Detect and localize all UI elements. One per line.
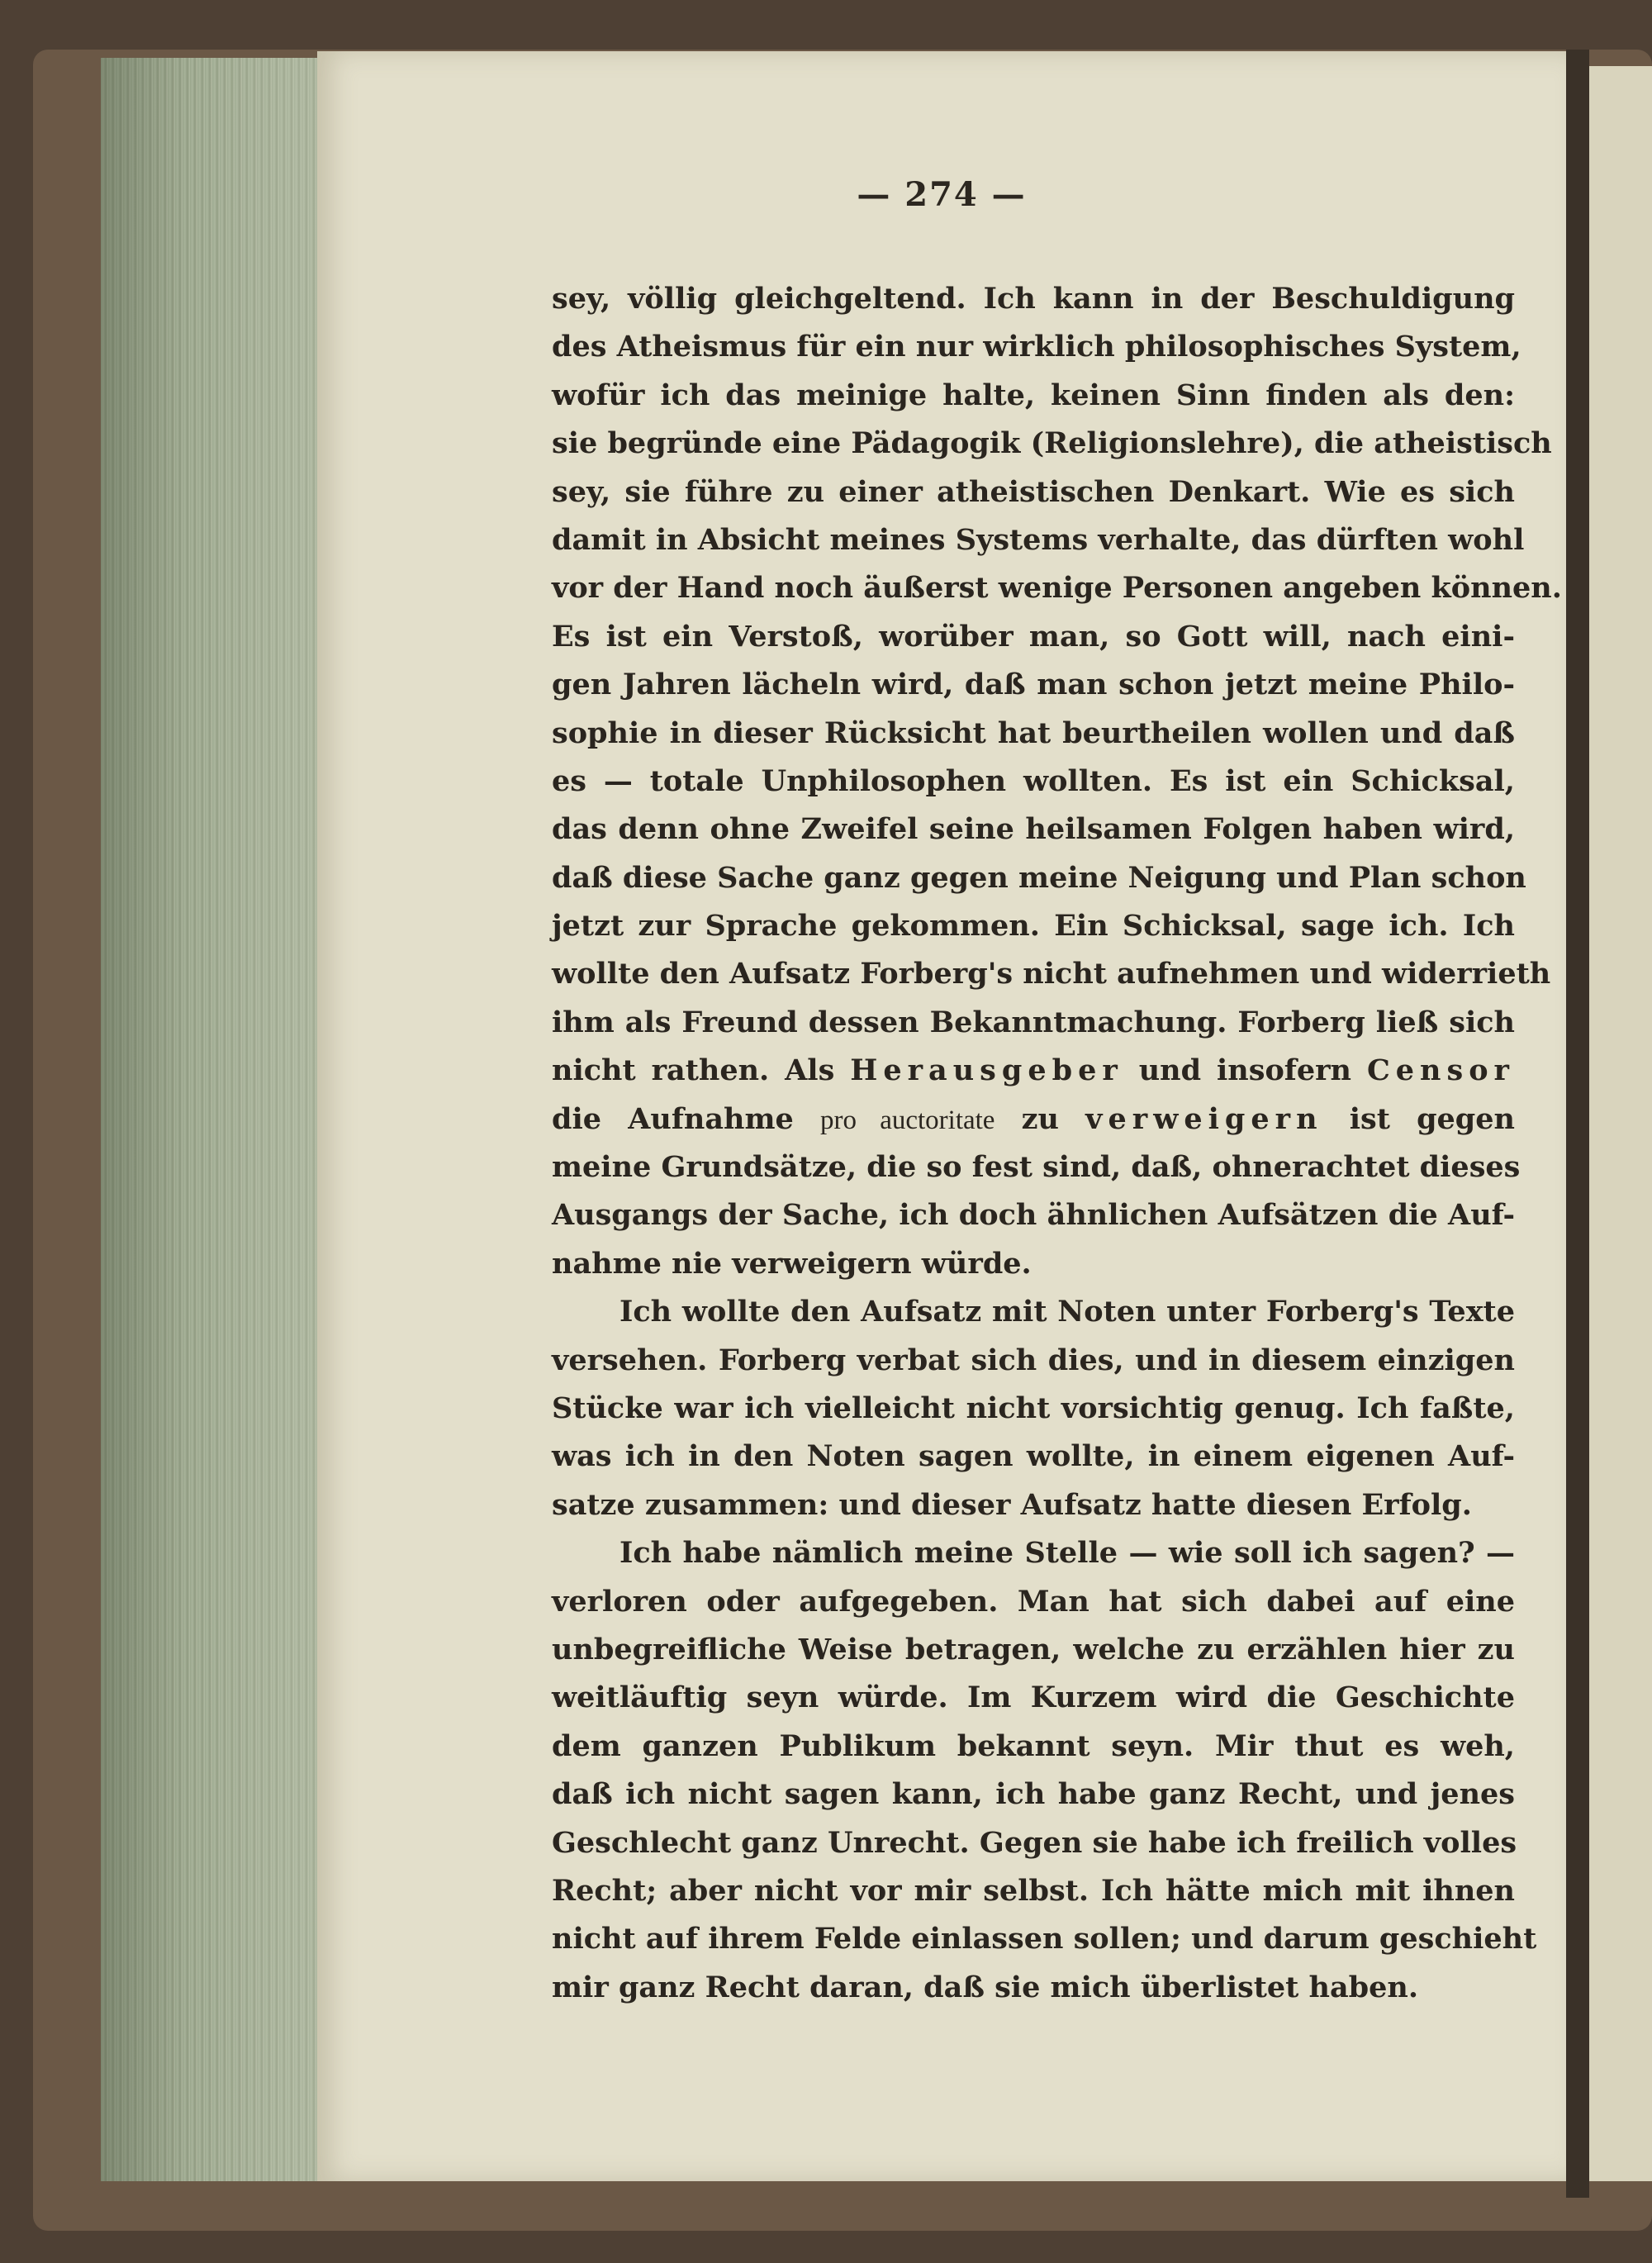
text-line <box>552 1047 1515 1095</box>
text-segment: nicht rathen. Als <box>552 1053 851 1088</box>
text-line <box>552 1143 1521 1191</box>
text-line <box>552 758 1515 806</box>
text-line <box>552 1385 1515 1433</box>
text-segment: unbegreifliche Weise betragen, welche zu erzählen hier zu <box>552 1632 1515 1666</box>
binding-gutter <box>1566 50 1589 2198</box>
text-segment: Herausgeber <box>850 1053 1123 1088</box>
text-line <box>552 1433 1515 1481</box>
text-segment: weitläuftig seyn würde. Im Kurzem wird die Geschichte <box>552 1681 1515 1715</box>
text-line <box>552 516 1525 564</box>
text-segment: gen Jahren lächeln wird, daß man schon jetzt meine Philo- <box>552 668 1515 702</box>
text-segment: jetzt zur Sprache gekommen. Ein Schicksal, sage ich. Ich <box>552 909 1515 944</box>
text-segment: wollte den Aufsatz Forberg's nicht aufnehmen und widerrieth <box>552 957 1551 991</box>
text-segment: ist gegen <box>1322 1101 1515 1136</box>
text-line <box>552 1819 1515 1867</box>
text-segment: mir ganz Recht daran, daß sie mich überlistet haben. <box>552 1970 1419 2004</box>
text-line <box>552 1481 1515 1529</box>
page-block-shading <box>101 58 317 2181</box>
text-line <box>552 1529 1515 1577</box>
text-line <box>552 806 1515 853</box>
text-line <box>552 1964 1515 2012</box>
text-segment: nicht auf ihrem Felde einlassen sollen; und darum geschieht <box>552 1922 1537 1956</box>
text-segment: Stücke war ich vielleicht nicht vorsichtig genug. Ich faßte, <box>552 1391 1515 1425</box>
text-line <box>552 1674 1515 1722</box>
text-segment: das denn ohne Zweifel seine heilsamen Folgen haben wird, <box>552 812 1515 847</box>
text-segment: Es ist ein Verstoß, worüber man, so Gott will, nach eini- <box>552 619 1515 654</box>
page-body-text <box>552 275 1562 2012</box>
text-segment: pro auctoritate <box>819 1105 995 1135</box>
text-line <box>552 1771 1515 1818</box>
text-segment: Geschlecht ganz Unrecht. Gegen sie habe ich freilich volles <box>552 1825 1517 1860</box>
text-line <box>552 854 1526 902</box>
text-segment: es — totale Unphilosophen wollten. Es ist ein Schicksal, <box>552 763 1515 798</box>
text-segment: sey, sie führe zu einer atheistischen Denkart. Wie es sich <box>552 474 1515 509</box>
text-line <box>552 1191 1515 1239</box>
text-segment: Ich wollte den Aufsatz mit Noten unter Forberg's Texte <box>620 1295 1515 1329</box>
text-segment: daß ich nicht sagen kann, ich habe ganz Recht, und jenes <box>552 1777 1515 1812</box>
text-segment: meine Grundsätze, die so fest sind, daß, ohnerachtet dieses <box>552 1150 1521 1185</box>
text-segment: vor der Hand noch äußerst wenige Personen angeben können. <box>552 571 1562 606</box>
text-line <box>552 999 1515 1047</box>
text-segment: wofür ich das meinige halte, keinen Sinn finden als den: <box>552 378 1515 412</box>
text-line <box>552 1867 1515 1915</box>
text-line <box>552 564 1562 612</box>
text-line <box>552 1578 1515 1626</box>
text-segment: sophie in dieser Rücksicht hat beurtheilen wollen und daß <box>552 716 1515 750</box>
text-line <box>552 468 1515 516</box>
text-line <box>552 420 1552 468</box>
text-line <box>552 1723 1515 1771</box>
text-line <box>552 661 1515 709</box>
text-segment: die Aufnahme <box>552 1101 820 1136</box>
text-segment: daß diese Sache ganz gegen meine Neigung und Plan schon <box>552 860 1526 895</box>
text-line <box>552 1337 1515 1385</box>
text-line <box>552 1626 1515 1674</box>
text-segment: ihm als Freund dessen Bekanntmachung. Forberg ließ sich <box>552 1005 1515 1039</box>
text-segment: Censor <box>1366 1053 1515 1088</box>
text-segment: nahme nie verweigern würde. <box>552 1246 1032 1281</box>
text-segment: dem ganzen Publikum bekannt seyn. Mir thut es weh, <box>552 1728 1515 1763</box>
text-segment: Recht; aber nicht vor mir selbst. Ich hätte mich mit ihnen <box>552 1873 1515 1908</box>
text-segment: und insofern <box>1123 1053 1367 1088</box>
text-segment: was ich in den Noten sagen wollte, in einem eigenen Auf- <box>552 1439 1515 1474</box>
text-segment: verweigern <box>1085 1101 1323 1136</box>
page-number-header: — 274 — <box>857 175 1027 214</box>
text-segment: verloren oder aufgegeben. Man hat sich dabei auf eine <box>552 1584 1515 1619</box>
text-line <box>552 710 1515 758</box>
text-segment: damit in Absicht meines Systems verhalte, das dürften wohl <box>552 522 1525 557</box>
text-line <box>552 1288 1515 1336</box>
text-segment: sey, völlig gleichgeltend. Ich kann in der Beschuldigung <box>552 282 1515 316</box>
text-line <box>552 372 1515 420</box>
text-line <box>552 275 1515 323</box>
text-line <box>552 613 1515 661</box>
text-line <box>552 323 1521 371</box>
text-line <box>552 1096 1515 1143</box>
text-segment: Ich habe nämlich meine Stelle — wie soll ich sagen? — <box>620 1536 1515 1571</box>
text-segment: sie begründe eine Pädagogik (Religionslehre), die atheistisch <box>552 426 1552 461</box>
text-segment: Ausgangs der Sache, ich doch ähnlichen Aufsätzen die Auf- <box>552 1198 1515 1233</box>
text-segment: satze zusammen: und dieser Aufsatz hatte diesen Erfolg. <box>552 1487 1472 1522</box>
text-segment: zu <box>995 1101 1086 1136</box>
text-line <box>552 1240 1515 1288</box>
text-segment: des Atheismus für ein nur wirklich philosophisches System, <box>552 330 1521 364</box>
text-line <box>552 902 1515 950</box>
text-segment: versehen. Forberg verbat sich dies, und in diesem einzigen <box>552 1343 1515 1377</box>
facing-page-edge <box>1589 66 1652 2181</box>
text-line <box>552 1915 1537 1963</box>
text-line <box>552 950 1551 998</box>
